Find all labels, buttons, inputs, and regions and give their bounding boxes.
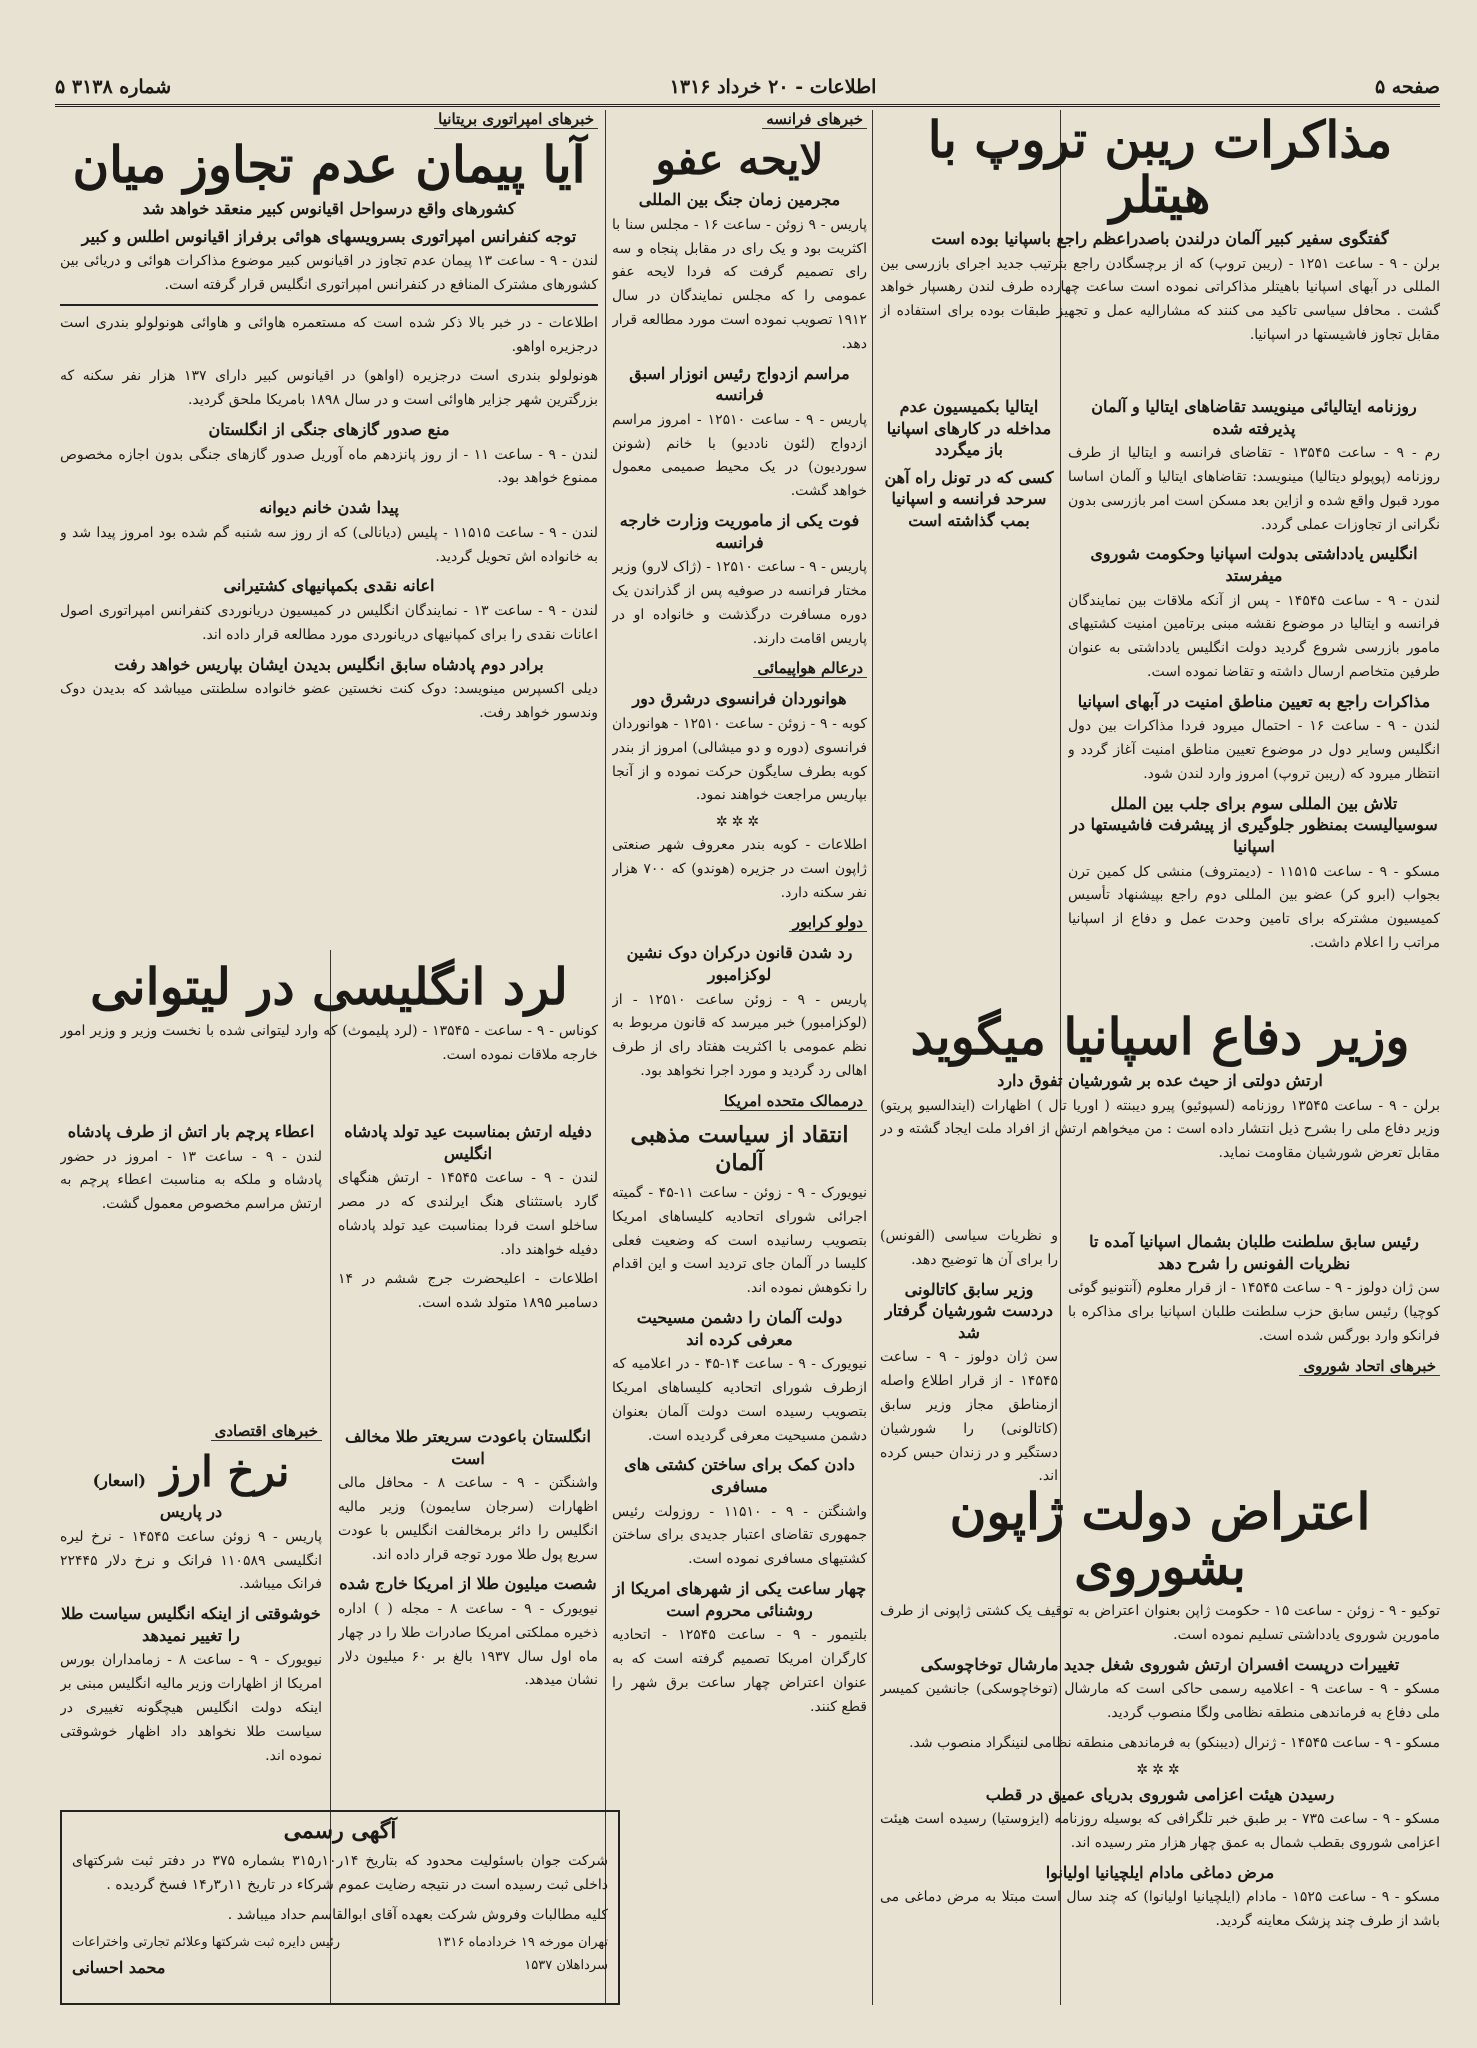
headline-spain-defense: وزیر دفاع اسپانیا میگوید bbox=[910, 1007, 1410, 1066]
article-paragraph: پاریس - ۹ زوئن ساعت ۱۴۵۴۵ - نرخ لیره انگلیسی ۱۱۰۵۸۹ فرانک و نرخ دلار ۲۲۴۴۵ فرانک میباشد. bbox=[60, 1528, 322, 1593]
article-paragraph: هونولولو بندری است درجزیره (اواهو) در اقیانوس کبیر دارای ۱۳۷ هزار نفر سکنه که بزرگترین شهر جزایر هاوائی است و در سال ۱۸۹۸ بامریکا ملحق گردید. bbox=[60, 368, 598, 409]
article-paragraph: اطلاعات - کوبه بندر معروف شهر صنعتی ژاپون است در جزیره (هوندو) که ۷۰۰ هزار نفر سکنه دارد. bbox=[612, 837, 867, 901]
article-paragraph: برلن - ۹ - ساعت ۱۲۵۱ - (ریبن تروپ) که از برچسگادن راجع بترتیب جدید اجرای بازرسی بین المللی در آبهای اسپانیا باهیتلر مذاکراتی نموده است ساعت چهارده طرف لندن رهسپار خواهد گشت . محافل سیاسی تاکید می کنند که مشارالیه عمل و تجهیز طبقات بوده برای استفاده از مقابل تجاوز فاشیستها در اسپانیا. bbox=[880, 255, 1440, 343]
section-kicker-france: خبرهای فرانسه bbox=[762, 110, 867, 129]
column-left-exchange bbox=[60, 1420, 322, 1805]
column-right-inner-2 bbox=[880, 1225, 1058, 1485]
column-left-lithuania bbox=[60, 955, 598, 1075]
notice-title: آگهی رسمی bbox=[283, 1818, 397, 1844]
headline-lithuania: لرد انگلیسی در لیتوانی bbox=[90, 957, 568, 1016]
headline-exchange: نرخ ارز (اسعار) bbox=[92, 1447, 290, 1496]
headline-parade: دفیله ارتش بمناسبت عید تولد پادشاه انگلیس bbox=[344, 1122, 592, 1163]
headline-gold: انگلستان باعودت سریعتر طلا مخالف است bbox=[345, 1427, 591, 1468]
headline-italian-newspaper: روزنامه ایتالیائی مینویسد تقاضاهای ایتالیا و آلمان پذیرفته شده bbox=[1091, 397, 1417, 438]
article-paragraph: پاریس - ۹ - ساعت ۱۲۵۱۰ - امروز مراسم ازدواج (لئون ناددیو) با خانم (شونن سوردیون) در یک محیط صمیمی معمول خواهد گشت. bbox=[612, 411, 867, 500]
headline-duke: برادر دوم پادشاه سابق انگلیس بدیدن ایشان بپاریس خواهد رفت bbox=[114, 654, 544, 674]
article-paragraph: پاریس - ۹ - ساعت ۱۲۵۱۰ - (ژاک لارو) وزیر مختار فرانسه در صوفیه پس از گذراندن یک دوره مسافرت درگذشت و خانواده او در پاریس اقامت دارند. bbox=[612, 559, 867, 647]
subhead-air-services: توجه کنفرانس امپراتوری بسرویسهای هوائی برفراز اقیانوس اطلس و کبیر bbox=[81, 226, 577, 246]
subhead-pacific: کشورهای واقع درسواحل اقیانوس کبیر منعقد خواهد شد bbox=[142, 199, 516, 218]
headline-enemy-christianity: دولت آلمان را دشمن مسیحیت معرفی کرده اند bbox=[636, 1308, 843, 1349]
article-paragraph: لندن - ۹ - ساعت ۱۱۵۱۵ - پلیس (دیانالی) که از روز سه شنبه گم شده بود امروز پیدا شد و به خانواده اش تحویل گردید. bbox=[60, 524, 598, 565]
separator-stars: ✲✲✲ bbox=[1136, 1761, 1184, 1778]
headline-ribbentrop: مذاکرات ریبن تروپ با هیتلر bbox=[927, 110, 1393, 224]
notice-office: رئیس دایره ثبت شرکتها وعلائم تجارتی واختراعات bbox=[72, 1935, 340, 1951]
headline-british-note: انگلیس یادداشتی بدولت اسپانیا وحکومت شوروی میفرستد bbox=[1090, 544, 1418, 585]
section-kicker-aviation: درعالم هواپیمائی bbox=[753, 659, 867, 678]
article-paragraph: مسکو - ۹ - ساعت ۱۴۵۴۵ - ژنرال (دیبنکو) به فرماندهی منطقه نظامی لنینگراد منصوب شد. bbox=[909, 1734, 1440, 1751]
section-kicker-economy: خبرهای اقتصادی bbox=[211, 1422, 322, 1441]
notice-paragraph: شرکت جوان باسئولیت محدود که بتاریخ ۱۴ر۱۰ر۳۱۵ بشماره ۳۷۵ در دفتر ثبت شرکتهای داخلی ثبت رسیده است در نتیجه رضایت عموم شرکاء در تاریخ ۱۱ر۳ر۱۴ فسخ گردیده . bbox=[72, 1853, 608, 1893]
article-paragraph: نیویورک - ۹ - ساعت ۸ - مجله ( ) اداره ذخیره مملکتی امریکا صادرات طلا را در چهار ماه اول سال ۱۹۳۷ بالغ بر ۶۰ میلیون دلار نشان میدهد. bbox=[338, 1600, 598, 1689]
notice-footer-2 bbox=[72, 1958, 608, 1977]
section-kicker-empire: خبرهای امپراتوری بریتانیا bbox=[434, 110, 598, 129]
subhead-amnesty: مجرمین زمان جنگ بین المللی bbox=[638, 190, 841, 210]
masthead bbox=[55, 70, 1440, 107]
notice-place: تهران مورخه ۱۹ خردادماه ۱۳۱۶ bbox=[436, 1935, 608, 1951]
subhead-ribbentrop: گفتگوی سفیر کبیر آلمان درلندن باصدراعظم راجع باسپانیا بوده است bbox=[931, 229, 1389, 248]
section-kicker-luxembourg: دولو کرابور bbox=[789, 913, 867, 932]
headline-sixty-million: شصت میلیون طلا از امریکا خارج شده bbox=[339, 1574, 597, 1594]
column-right-narrow bbox=[1068, 390, 1440, 950]
headline-death: فوت یکی از ماموریت وزارت خارجه فرانسه bbox=[619, 510, 860, 552]
column-right-bottom bbox=[880, 1480, 1440, 2005]
headline-safety-zones: مذاکرات راجع به تعیین مناطق امنیت در آبهای اسپانیا bbox=[1077, 691, 1431, 711]
article-paragraph: لندن - ۹ - ساعت ۱۶ - احتمال میرود فردا مذاکرات بین دول انگلیس وسایر دول در موضوع تعیین مناطق امنیت آغاز گردد و انتظار میرود که (ریبن تروپ) امروز وارد لندن شود. bbox=[1068, 718, 1440, 782]
headline-gas: منع صدور گازهای جنگی از انگلستان bbox=[208, 419, 450, 439]
article-paragraph: سن ژان دولوز - ۹ - ساعت ۱۴۵۴۵ - از قرار اطلاع واصله ازمناطق مجاز وزیر سابق (کاتالونی) را شورشیان دستگیر و در زندان حبس کرده اند. bbox=[880, 1349, 1058, 1485]
article-paragraph: بلتیمور - ۹ - ساعت ۱۲۵۴۵ - اتحادیه کارگران امریکا تصمیم گرفته است که به عنوان اعتراض چهار ساعت برق شهر را قطع کنند. bbox=[612, 1627, 867, 1715]
article-paragraph: نیویورک - ۹ - ساعت ۸ - زمامداران بورس امریکا از اظهارات وزیر مالیه انگلیس مبنی بر اینکه دولت انگلیس هیچگونه تغییری در سیاست طلا نخواهد داد اظهار خوشوقتی نموده اند. bbox=[60, 1652, 322, 1764]
headline-flag: اعطاء پرچم بار اتش از طرف پادشاه bbox=[67, 1122, 315, 1141]
column-left-gold bbox=[338, 1420, 598, 1805]
headline-blackout: چهار ساعت یکی از شهرهای امریکا از روشنائی محروم است bbox=[612, 1578, 867, 1620]
article-paragraph: نیویورک - ۹ - ساعت ۱۴-۴۵ - در اعلامیه که ازطرف شورای اتحادیه کلیساهای امریکا بتصویب رسیده است دولت آلمان بعنوان دشمن مسیحیت معرفی گردیده است. bbox=[612, 1356, 867, 1444]
column-right-narrow-2 bbox=[1068, 1225, 1440, 1485]
article-paragraph: مسکو - ۹ - ساعت ۱۱۵۱۵ - (دیمتروف) منشی کل کمین ترن بجواب (ابرو کر) عضو بین المللی دوم راجع بپیشنهاد تأسیس کمیسیون مشترکه برای تامین وحدت عمل و دفاع از اسپانیا مراتب را اعلام داشت. bbox=[1068, 863, 1440, 950]
official-notice bbox=[60, 1810, 620, 2005]
article-paragraph: دیلی اکسپرس مینویسد: دوک کنت نخستین عضو خانواده سلطنتی میباشد که بدیدن دوک وندسور خواهد رفت. bbox=[60, 681, 598, 721]
article-paragraph: مسکو - ۹ - ساعت ۱۵۲۵ - مادام (ایلچیانیا اولیانوا) که چند سال است مبتلا به مرض دماغی می باشد از طرف چند پزشک معاینه گردید. bbox=[880, 1889, 1440, 1930]
article-paragraph: مسکو - ۹ - ساعت ۷۳۵ - بر طبق خبر تلگرافی که بوسیله روزنامه (ایزوستیا) رسیده است هیئت اعزامی شوروی بقطب شمال به عمق چهار هزار متر رسیده اند. bbox=[880, 1811, 1440, 1851]
column-left-outer bbox=[60, 1115, 322, 1415]
subhead-spain-defense: ارتش دولتی از حیث عده بر شورشیان تفوق دارد bbox=[997, 1071, 1323, 1090]
headline-ships: دادن کمک برای ساختن کشتی های مسافری bbox=[624, 1455, 855, 1496]
headline-aviators: هوانوردان فرانسوی درشرق دور bbox=[632, 689, 847, 709]
headline-shipping-aid: اعانه نقدی بکمپانیهای کشتیرانی bbox=[223, 576, 435, 596]
masthead-date: اطلاعات - ۲۰ خرداد ۱۳۱۶ bbox=[669, 76, 877, 98]
column-right-mid bbox=[880, 1005, 1440, 1205]
article-paragraph: برلن - ۹ - ساعت ۱۳۵۴۵ روزنامه (لسپوئیو) پیرو دیبنته ( اوریا تال ) اظهارات (ایندالسیو پریتو) وزیر دفاع ملی را بشرح ذیل انتشار داده است : من میخواهم ارتش از افراد ملت ایجاد گشته و در مقابل تعرض شورشیان مقاومت نماید. bbox=[880, 1097, 1440, 1162]
column-rule bbox=[872, 110, 873, 2005]
column-left-top bbox=[60, 108, 598, 948]
notice-footer bbox=[72, 1935, 608, 1950]
article-paragraph: واشنگتن - ۹ - ساعت ۸ - محافل مالی اظهارات (سرجان سایمون) وزیر مالیه انگلیس را دائر برمخالفت انگلیس با عودت سریع پول طلا مورد توجه قرار داده اند. bbox=[338, 1475, 598, 1563]
article-paragraph: اطلاعات - اعلیحضرت جرج ششم در ۱۴ دسامبر ۱۸۹۵ متولد شده است. bbox=[338, 1271, 598, 1312]
page-number: صفحه ۵ bbox=[1374, 76, 1440, 98]
article-paragraph: اطلاعات - در خبر بالا ذکر شده است که مستعمره هاوائی و هاوائی هونولولو بندری است درجزیره اواهو. bbox=[60, 314, 598, 355]
article-paragraph: کوبه - ۹ - زوئن - ساعت ۱۲۵۱۰ - هوانوردان فرانسوی (دوره و دو میشالی) امروز از بندر کوبه بطرف سایگون حرکت نموده و از آنجا بپاریس مراجعت خواهند نمود. bbox=[612, 715, 867, 804]
article-paragraph: لندن - ۹ - ساعت ۱۳ پیمان عدم تجاوز در اقیانوس کبیر موضوع مذاکرات هوائی و دریائی بین کشورهای مشترک المنافع در کنفرانس امپراتوری انگلیس قرار گرفته است. bbox=[60, 253, 598, 293]
column-rule bbox=[605, 110, 606, 2005]
column-left-inner bbox=[338, 1115, 598, 1415]
section-kicker-usa: درممالک متحده امریکا bbox=[720, 1092, 867, 1111]
article-paragraph: لندن - ۹ - ساعت ۱۱ - از روز پانزدهم ماه آوریل صدور گازهای جنگی بدون اجازه مخصوص ممنوع خواهد بود. bbox=[60, 446, 598, 487]
issue-number: شماره ۳۱۳۸ ۵ bbox=[55, 76, 172, 98]
headline-wedding: مراسم ازدواج رئیس انوزار اسبق فرانسه bbox=[629, 363, 850, 405]
article-paragraph: توکیو - ۹ - زوئن - ساعت ۱۵ - حکومت ژاپن بعنوان اعتراض به توقیف یک کشتی ژاپونی از طرف مامورین شوروی یادداشتی تسلیم نموده است. bbox=[880, 1603, 1440, 1643]
headline-criticism: انتقاد از سیاست مذهبی آلمان bbox=[630, 1121, 849, 1177]
article-paragraph: سن ژان دولوز - ۹ - ساعت ۱۴۵۴۵ - از قرار معلوم (آنتونیو گوئی کوچیا) رئیس سابق حزب سلطنت طلبان اسپانیا برای مذاکره با فرانکو وارد بورگس شده است. bbox=[1068, 1280, 1440, 1344]
headline-polar-expedition: رسیدن هیئت اعزامی شوروی بدریای عمیق در قطب bbox=[985, 1784, 1335, 1804]
notice-paragraph: کلیه مطالبات وفروش شرکت بعهده آقای ابوالقاسم حداد میباشد . bbox=[227, 1906, 608, 1923]
article-paragraph: کوناس - ۹ - ساعت - ۱۳۵۴۵ - (لرد پلیموث) که وارد لیتوانی شده با نخست وزیر و وزیر امور خارجه ملاقات نموده است. bbox=[60, 1023, 598, 1063]
article-paragraph: پاریس - ۹ زوئن - ساعت ۱۶ - مجلس سنا با اکثریت بود و یک رای در مقابل پنجاه و سه رای تصمیم گرفت که فردا لایحه عفو عمومی را که مجلس نمایندگان در سال ۱۹۱۲ تصویب نموده است مورد مطالعه قرار دهد. bbox=[612, 216, 867, 352]
article-paragraph: نیویورک - ۹ - زوئن - ساعت ۱۱-۴۵ - گمیته اجرائی شورای اتحادیه کلیساهای امریکا بتصویب رسانیده است که وضعیت فعلی کلیسا در آلمان جای تردید است و این اقدام را نکوهش نموده اند. bbox=[612, 1185, 867, 1297]
notice-signature: محمد احسانی bbox=[72, 1958, 166, 1978]
headline-france-border: کسی که در تونل راه آهن سرحد فرانسه و اسپانیا بمب گذاشته است bbox=[884, 467, 1054, 530]
headline-gold-policy: خوشوقتی از اینکه انگلیس سیاست طلا را تغییر نمیدهد bbox=[61, 1604, 321, 1645]
section-kicker-ussr: خبرهای اتحاد شوروی bbox=[1299, 1357, 1440, 1376]
headline-international: تلاش بین المللی سوم برای جلب بین الملل سوسیالیست بمنظور جلوگیری از پیشرفت فاشیستها در اسپانیا bbox=[1070, 793, 1438, 856]
column-right-inner bbox=[880, 390, 1058, 950]
divider bbox=[60, 304, 598, 306]
article-paragraph: و نظریات سیاسی (الفونس) را برای آن ها توضیح دهد. bbox=[880, 1228, 1058, 1268]
article-paragraph: لندن - ۹ - ساعت ۱۴۵۴۵ - پس از آنکه ملاقات بین نمایندگان فرانسه و ایتالیا در موضوع نقشه مبنی برتامین امنیت کشتیهای مامور بازرسی شروع گردید دولت انگلیس یادداشتی به عنوان طرفین متخاصم ارسال داشته و تقاضا نموده است. bbox=[1068, 592, 1440, 680]
headline-pacific-pact: آیا پیمان عدم تجاوز میان bbox=[72, 135, 586, 194]
headline-soviet-officers: تغییرات درپست افسران ارتش شوروی شغل جدید مارشال توخاچوسکی bbox=[920, 1654, 1400, 1674]
article-paragraph: لندن - ۹ - ساعت ۱۴۵۴۵ - ارتش هنگهای گارد باستثنای هنگ ایرلندی که در مصر ساخلو است فردا بمناسبت عید تولد پادشاه دفیله خواهند داد. bbox=[338, 1170, 598, 1258]
article-paragraph: پاریس - ۹ - زوئن ساعت ۱۲۵۱۰ - از (لوکزامبور) خبر میرسد که قانون مربوط به نظم عمومی با اکثریت هفتاد رای از طرف اهالی رد گردید و مورد اجرا نخواهد بود. bbox=[612, 991, 867, 1080]
headline-luxembourg: رد شدن قانون درکران دوک نشین لوکزامبور bbox=[626, 943, 853, 985]
article-paragraph: لندن - ۹ - ساعت ۱۳ - امروز در حضور پادشاه و ملکه به مناسبت اعطاء پرچم به ارتش مراسم مخصوص معمول گشت. bbox=[60, 1148, 322, 1213]
article-paragraph: مسکو - ۹ - ساعت ۹ - اعلامیه رسمی حاکی است که مارشال (توخاچوسکی) جانشین کمیسر ملی دفاع به فرماندهی منطقه نظامی ولگا منصوب گردید. bbox=[880, 1681, 1440, 1721]
headline-royalists: رئیس سابق سلطنت طلبان بشمال اسپانیا آمده تا نظریات الفونس را شرح دهد bbox=[1089, 1232, 1419, 1273]
headline-amnesty: لایحه عفو bbox=[655, 135, 824, 184]
headline-italy-returns: ایتالیا بکمیسیون عدم مداخله در کارهای اسپانیا باز میگردد bbox=[886, 397, 1052, 460]
subhead-paris: در پاریس bbox=[159, 1502, 223, 1522]
article-paragraph: لندن - ۹ - ساعت ۱۳ - نمایندگان انگلیس در کمیسیون دریانوردی کنفرانس امپراتوری اصول اعانات نقدی را برای کمپانیهای دریانوردی مورد مطالعه قرار داده اند. bbox=[60, 602, 598, 643]
headline-ulyanova: مرض دماغی مادام ایلچیانیا اولیانوا bbox=[1045, 1862, 1275, 1882]
article-paragraph: واشنگتن - ۹ - ۱۱۵۱۰ - روزولت رئیس جمهوری تقاضای اعتبار جدیدی برای ساختن کشتیهای مسافری نموده است. bbox=[612, 1503, 867, 1568]
headline-japan-protest: اعتراض دولت ژاپون بشوروی bbox=[949, 1482, 1371, 1596]
separator-stars: ✲✲✲ bbox=[715, 814, 764, 831]
notice-code: سرداهلان ۱۵۳۷ bbox=[524, 1958, 608, 1974]
column-middle bbox=[612, 108, 867, 2005]
headline-madwoman: پیدا شدن خانم دیوانه bbox=[259, 498, 399, 518]
article-paragraph: رم - ۹ - ساعت ۱۳۵۴۵ - تقاضای فرانسه و ایتالیا از طرف روزنامه (پوپولو دیتالیا) مینویسد: تقاضاهای ایتالیا و آلمان اساسا مورد قبول واقع شده و ازاین بعد مسکن است امر بازرسی بدون نگرانی از تجاوزات عملی گردد. bbox=[1068, 445, 1440, 533]
headline-catalonia: وزیر سابق کاتالونی دردست شورشیان گرفتار شد bbox=[884, 1279, 1053, 1342]
